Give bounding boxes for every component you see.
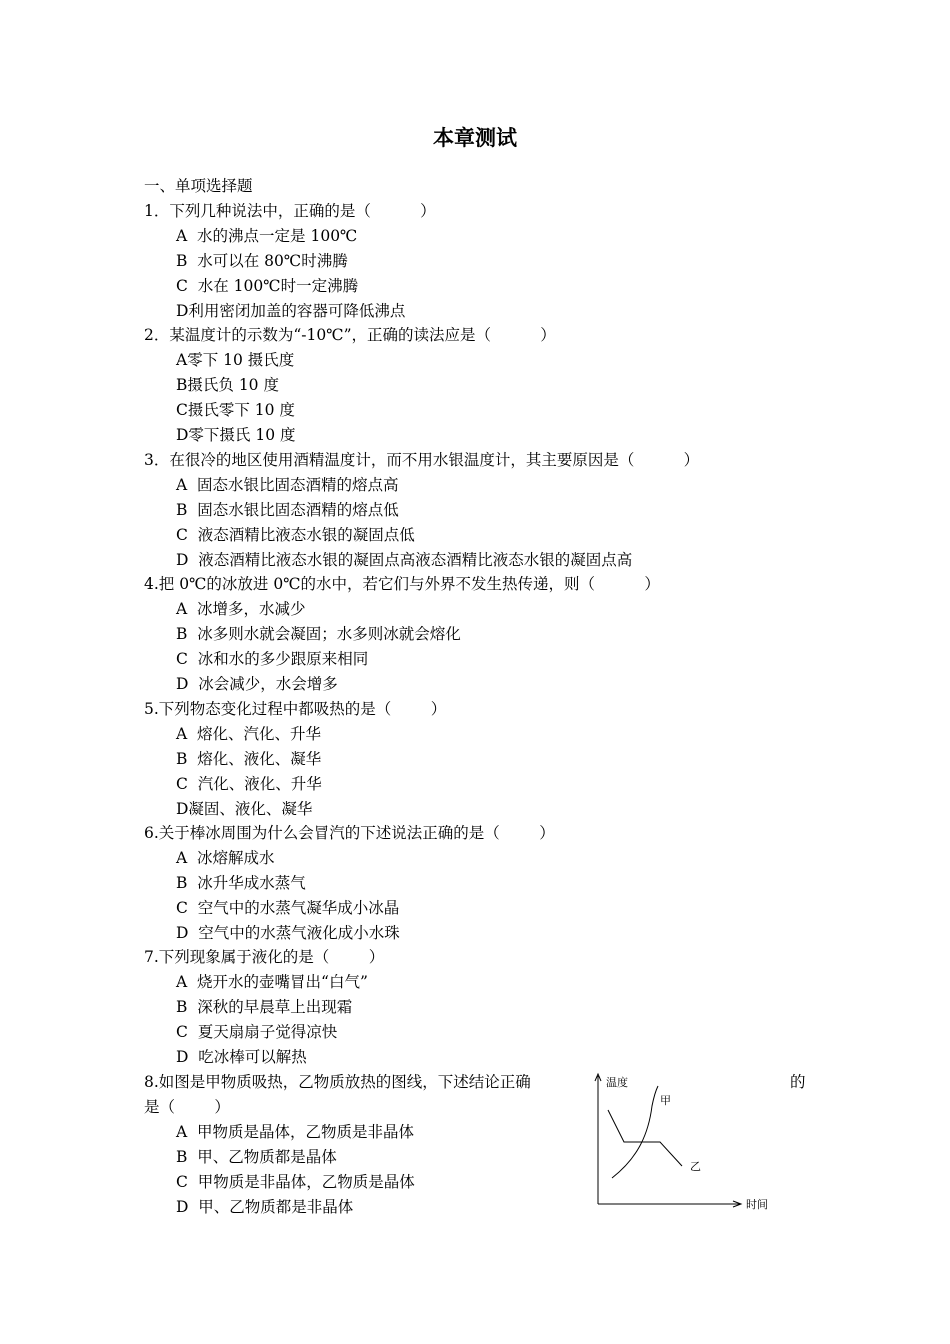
- curve-yi-label: 乙: [690, 1160, 701, 1173]
- y-axis-label: 温度: [606, 1076, 628, 1089]
- option: A 熔化、汽化、升华: [176, 725, 322, 743]
- option: D 空气中的水蒸气液化成小水珠: [176, 924, 400, 942]
- option: C 水在 100℃时一定沸腾: [176, 277, 359, 295]
- question-stem: 2．某温度计的示数为“-10℃”，正确的读法应是（ ）: [144, 326, 556, 344]
- question-stem-continued: 是（ ）: [144, 1098, 230, 1116]
- option: D 冰会减少，水会增多: [176, 675, 338, 693]
- option: A 水的沸点一定是 100℃: [176, 227, 358, 245]
- option: B摄氏负 10 度: [176, 376, 279, 394]
- curve-jia-label: 甲: [660, 1094, 671, 1107]
- option: A 甲物质是晶体，乙物质是非晶体: [176, 1123, 415, 1141]
- page-title: 本章测试: [433, 126, 517, 150]
- question-stem: 4.把 0℃的冰放进 0℃的水中，若它们与外界不发生热传递，则（ ）: [144, 575, 660, 593]
- option: B 固态水银比固态酒精的熔点低: [176, 501, 399, 519]
- option: D凝固、液化、凝华: [176, 800, 313, 818]
- option: A 冰增多，水减少: [176, 600, 306, 618]
- question-stem: 6.关于棒冰周围为什么会冒汽的下述说法正确的是（ ）: [144, 824, 555, 842]
- option: B 冰升华成水蒸气: [176, 874, 306, 892]
- option: B 熔化、液化、凝华: [176, 750, 322, 768]
- option: A零下 10 摄氏度: [176, 351, 295, 369]
- question-stem: 1．下列几种说法中，正确的是（ ）: [144, 202, 436, 220]
- option: B 水可以在 80℃时沸腾: [176, 252, 348, 270]
- option: D 液态酒精比液态水银的凝固点高液态酒精比液态水银的凝固点高: [176, 551, 633, 569]
- option: B 冰多则水就会凝固；水多则冰就会熔化: [176, 625, 461, 643]
- question-stem: 5.下列物态变化过程中都吸热的是（ ）: [144, 700, 447, 718]
- option: D利用密闭加盖的容器可降低沸点: [176, 302, 406, 320]
- option: D零下摄氏 10 度: [176, 426, 296, 444]
- question-stem: 3．在很冷的地区使用酒精温度计，而不用水银温度计，其主要原因是（ ）: [144, 451, 700, 469]
- option: C 汽化、液化、升华: [176, 775, 322, 793]
- question-stem: 7.下列现象属于液化的是（ ）: [144, 948, 385, 966]
- option: B 深秋的早晨草上出现霜: [176, 998, 353, 1016]
- question-stem: 8.如图是甲物质吸热，乙物质放热的图线，下述结论正确: [144, 1073, 531, 1091]
- option: A 烧开水的壶嘴冒出“白气”: [176, 973, 368, 991]
- option: A 固态水银比固态酒精的熔点高: [176, 476, 399, 494]
- option: C 冰和水的多少跟原来相同: [176, 650, 369, 668]
- option: C摄氏零下 10 度: [176, 401, 295, 419]
- option: C 甲物质是非晶体，乙物质是晶体: [176, 1173, 415, 1191]
- curve-yi: [608, 1110, 682, 1166]
- option: B 甲、乙物质都是晶体: [176, 1148, 337, 1166]
- option: D 吃冰棒可以解热: [176, 1048, 307, 1066]
- option: C 夏天扇扇子觉得凉快: [176, 1023, 338, 1041]
- option: C 空气中的水蒸气凝华成小冰晶: [176, 899, 400, 917]
- option: D 甲、乙物质都是非晶体: [176, 1198, 354, 1216]
- option: C 液态酒精比液态水银的凝固点低: [176, 526, 415, 544]
- option: A 冰熔解成水: [176, 849, 275, 867]
- question-stem-tail: 的: [790, 1073, 806, 1091]
- temperature-time-graph: [590, 1068, 780, 1216]
- x-axis-label: 时间: [746, 1198, 768, 1211]
- section-heading: 一、单项选择题: [144, 177, 253, 195]
